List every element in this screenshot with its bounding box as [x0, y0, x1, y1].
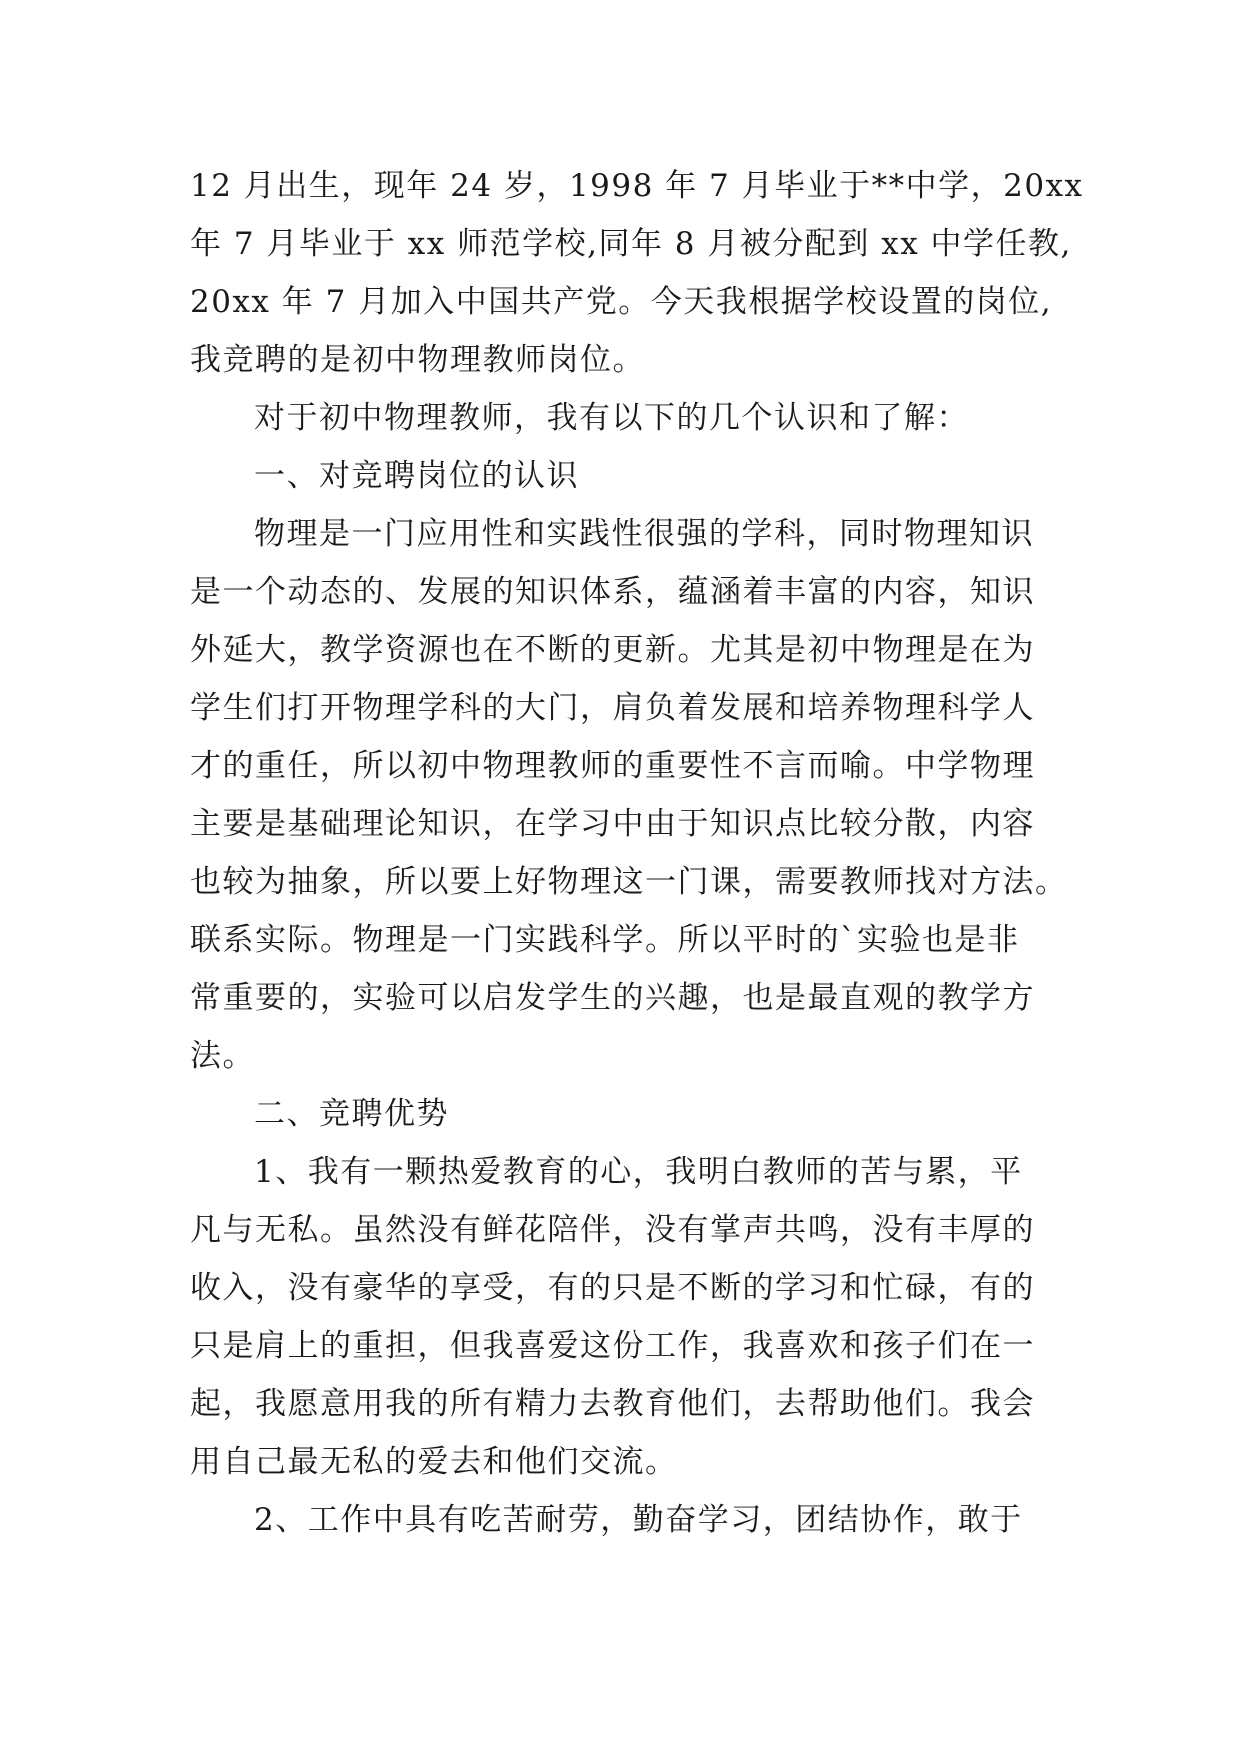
text-line: 只是肩上的重担，但我喜爱这份工作，我喜欢和孩子们在一: [190, 1328, 1035, 1364]
text-line: 12 月出生，现年 24 岁，1998 年 7 月毕业于**中学，20xx: [190, 168, 1084, 204]
text-line: 1、我有一颗热爱教育的心，我明白教师的苦与累，平: [254, 1154, 1023, 1190]
text-line: 才的重任，所以初中物理教师的重要性不言而喻。中学物理: [190, 748, 1035, 784]
text-line: 起，我愿意用我的所有精力去教育他们，去帮助他们。我会: [190, 1386, 1035, 1422]
text-line: 用自己最无私的爱去和他们交流。: [190, 1444, 678, 1480]
text-line: 凡与无私。虽然没有鲜花陪伴，没有掌声共鸣，没有丰厚的: [190, 1212, 1035, 1248]
text-line: 联系实际。物理是一门实践科学。所以平时的`实验也是非: [190, 922, 1020, 958]
text-line: 我竞聘的是初中物理教师岗位。: [190, 342, 645, 378]
text-line: 学生们打开物理学科的大门，肩负着发展和培养物理科学人: [190, 690, 1035, 726]
text-line: 收入，没有豪华的享受，有的只是不断的学习和忙碌，有的: [190, 1270, 1035, 1306]
text-line: 也较为抽象，所以要上好物理这一门课，需要教师找对方法。: [190, 864, 1068, 900]
text-line: 是一个动态的、发展的知识体系，蕴涵着丰富的内容，知识: [190, 574, 1035, 610]
text-line: 2、工作中具有吃苦耐劳，勤奋学习，团结协作，敢于: [254, 1502, 1023, 1538]
text-line: 主要是基础理论知识，在学习中由于知识点比较分散，内容: [190, 806, 1035, 842]
section-heading: 二、竞聘优势: [254, 1096, 449, 1132]
text-line: 对于初中物理教师，我有以下的几个认识和了解：: [254, 400, 969, 436]
section-heading: 一、对竞聘岗位的认识: [254, 458, 579, 494]
text-line: 法。: [190, 1038, 255, 1074]
text-line: 20xx 年 7 月加入中国共产党。今天我根据学校设置的岗位,: [190, 284, 1053, 320]
text-line: 常重要的，实验可以启发学生的兴趣，也是最直观的教学方: [190, 980, 1035, 1016]
document-body: [190, 157, 1084, 1549]
text-line: 外延大，教学资源也在不断的更新。尤其是初中物理是在为: [190, 632, 1035, 668]
text-line: 物理是一门应用性和实践性很强的学科，同时物理知识: [254, 516, 1034, 552]
text-line: 年 7 月毕业于 xx 师范学校,同年 8 月被分配到 xx 中学任教,: [190, 226, 1072, 262]
